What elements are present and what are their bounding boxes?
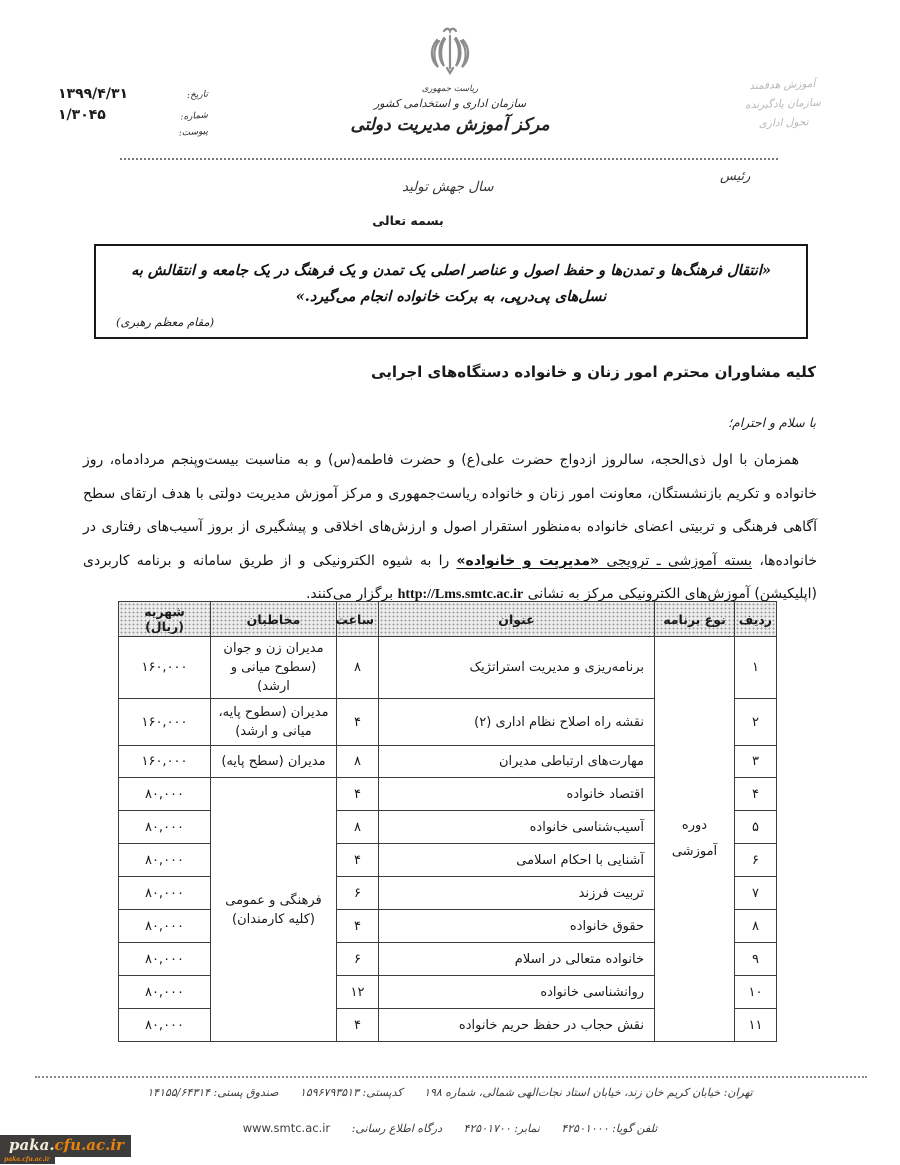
header-row (119, 602, 777, 637)
course-hours-cell: ۴ (337, 778, 379, 811)
letter-meta-block (58, 86, 208, 143)
date-value: ۱۳۹۹/۴/۳۱ (58, 86, 129, 102)
row-number-cell: ۱۰ (735, 976, 777, 1009)
course-title-cell: روانشناسی خانواده (379, 976, 655, 1009)
footer-contact-line (0, 1121, 900, 1135)
footer-phone: تلفن گویا: ۴۲۵۰۱۰۰۰ (561, 1122, 658, 1135)
course-fee-cell: ۸۰,۰۰۰ (119, 943, 211, 976)
row-number-cell: ۹ (735, 943, 777, 976)
course-title-cell: نقش حجاب در حفظ حریم خانواده (379, 1009, 655, 1042)
org-presidency-line: ریاست جمهوری (421, 84, 479, 94)
footer-dotted-divider (35, 1076, 867, 1078)
course-fee-cell: ۱۶۰,۰۰۰ (119, 746, 211, 778)
course-table-body (119, 637, 777, 1042)
course-hours-cell: ۴ (337, 910, 379, 943)
course-fee-cell: ۸۰,۰۰۰ (119, 877, 211, 910)
date-label: تاریخ: (186, 89, 209, 101)
body-text-segment: همزمان با اول ذی‌الحجه، سالروز ازدواج حضرت علی(ع) و حضرت فاطمه(س) و به مناسبت بیست‌وپنجم مردادماه، روز خانواده و تکریم بازنشستگان، معاونت امور زنان و خانواده ریاست‌جمهوری و مرکز آموزش مدیریت دولتی با هدف ارتقای سطح آگاهی فرهنگی و تربیتی اعضای خانواده به‌منظور استقرار اصول و ارزش‌های اخلاقی و پیشگیری از بروز آسیب‌های رفتاری در خانواده‌ها، (83, 452, 818, 569)
slogan-stamp (717, 74, 849, 136)
audience-group-cell: فرهنگی و عمومی (کلیه کارمندان) (211, 778, 337, 1042)
row-number-cell: ۷ (735, 877, 777, 910)
footer-website-link[interactable]: www.smtc.ac.ir (242, 1121, 331, 1135)
org-center-name: مرکز آموزش مدیریت دولتی (350, 115, 550, 135)
body-text-segment: «مدیریت و خانواده» (456, 552, 600, 569)
course-fee-cell: ۸۰,۰۰۰ (119, 910, 211, 943)
course-title-cell: خانواده متعالی در اسلام (379, 943, 655, 976)
signer-title: رئیس (720, 169, 751, 184)
row-number-cell: ۳ (735, 746, 777, 778)
col-header-title: عنوان (379, 602, 655, 637)
attachment-label: پیوست: (178, 126, 209, 139)
col-header-program-type: نوع برنامه (655, 602, 735, 637)
course-hours-cell: ۸ (337, 637, 379, 699)
footer-portal-label: درگاه اطلاع رسانی: (351, 1122, 442, 1135)
besmele-text: بسمه تعالی (372, 213, 444, 228)
course-hours-cell: ۴ (337, 1009, 379, 1042)
recipient-heading: کلیه مشاوران محترم امور زنان و خانواده دستگاه‌های اجرایی (371, 363, 816, 381)
org-administrative-line: سازمان اداری و استخدامی کشور (373, 97, 527, 110)
audience-cell: مدیران زن و جوان (سطوح میانی و ارشد) (211, 637, 337, 699)
row-number-cell: ۱ (735, 637, 777, 699)
iran-emblem-icon (425, 24, 475, 80)
col-header-row-number: ردیف (735, 602, 777, 637)
body-paragraph (83, 444, 817, 612)
number-row (58, 107, 208, 123)
audience-cell: مدیران (سطح پایه) (211, 746, 337, 778)
footer-postcode: کدپستی: ۱۵۹۶۷۹۳۵۱۳ (299, 1086, 403, 1099)
row-number-cell: ۸ (735, 910, 777, 943)
course-title-cell: مهارت‌های ارتباطی مدیران (379, 746, 655, 778)
body-text-segment: را به شیوه الکترونیکی و از طریق سامانه و برنامه کاربردی (اپلیکیشن) آموزش‌های الکترونیکی مرکز به نشانی (83, 552, 817, 602)
course-table-header (119, 602, 777, 637)
leader-quote-text: «انتقال فرهنگ‌ها و تمدن‌ها و حفظ اصول و عناصر اصلی یک تمدن و یک فرهنگ در یک جامعه و انتقالش به نسل‌های پی‌درپی، به برکت خانواده انجام می‌گیرد.» (131, 262, 771, 305)
course-hours-cell: ۶ (337, 943, 379, 976)
body-text-segment: برگزار می‌کنند. (305, 586, 398, 602)
course-hours-cell: ۱۲ (337, 976, 379, 1009)
row-number-cell: ۶ (735, 844, 777, 877)
course-title-cell: نقشه راه اصلاح نظام اداری (۲) (379, 699, 655, 746)
slogan-stamp-line: سازمان یادگیرنده (744, 96, 821, 112)
course-hours-cell: ۶ (337, 877, 379, 910)
row-number-cell: ۴ (735, 778, 777, 811)
date-row (58, 86, 208, 102)
watermark-text-right: cfu.ac.ir (54, 1136, 124, 1154)
footer-pobox: صندوق پستی: ۱۴۱۵۵/۶۴۳۱۴ (147, 1086, 279, 1099)
course-fee-cell: ۸۰,۰۰۰ (119, 778, 211, 811)
col-header-hours: ساعت (337, 602, 379, 637)
col-header-fee: شهریه (ریال) (119, 602, 211, 637)
attachment-row (58, 128, 208, 138)
course-title-cell: برنامه‌ریزی و مدیریت استراتژیک (379, 637, 655, 699)
course-hours-cell: ۴ (337, 699, 379, 746)
slogan-stamp-line: تحول اداری (758, 116, 809, 130)
year-slogan: سال جهش تولید (402, 179, 494, 195)
watermark-text-left: paka. (9, 1136, 55, 1154)
course-title-cell: آشنایی با احکام اسلامی (379, 844, 655, 877)
leader-quote-box (94, 244, 808, 339)
salutation-text: با سلام و احترام؛ (728, 415, 816, 430)
header-dotted-divider (120, 158, 778, 160)
body-text-segment: بسته آموزشی ـ ترویجی (599, 552, 753, 569)
program-type-cell: دوره آموزشی (655, 637, 735, 1042)
course-hours-cell: ۸ (337, 811, 379, 844)
number-value: ۱/۳۰۴۵ (58, 107, 106, 123)
course-fee-cell: ۱۶۰,۰۰۰ (119, 637, 211, 699)
row-number-cell: ۵ (735, 811, 777, 844)
watermark-badge-small: paka.cfu.ac.ir (0, 1156, 55, 1164)
watermark-badge (0, 1135, 131, 1157)
course-fee-cell: ۱۶۰,۰۰۰ (119, 699, 211, 746)
footer-fax: نمابر: ۴۲۵۰۱۷۰۰ (463, 1122, 540, 1135)
course-fee-cell: ۸۰,۰۰۰ (119, 976, 211, 1009)
course-table (118, 601, 777, 1042)
course-title-cell: آسیب‌شناسی خانواده (379, 811, 655, 844)
course-fee-cell: ۸۰,۰۰۰ (119, 811, 211, 844)
course-title-cell: حقوق خانواده (379, 910, 655, 943)
course-title-cell: اقتصاد خانواده (379, 778, 655, 811)
course-fee-cell: ۸۰,۰۰۰ (119, 1009, 211, 1042)
row-number-cell: ۲ (735, 699, 777, 746)
lms-url-link[interactable]: http://Lms.smtc.ac.ir (397, 587, 524, 602)
leader-quote-attribution: (مقام معظم رهبری) (116, 315, 215, 329)
footer-address-line (0, 1086, 900, 1099)
row-number-cell: ۱۱ (735, 1009, 777, 1042)
course-fee-cell: ۸۰,۰۰۰ (119, 844, 211, 877)
table-row (119, 637, 777, 699)
course-hours-cell: ۴ (337, 844, 379, 877)
number-label: شماره: (180, 110, 209, 123)
org-header-block (310, 24, 590, 135)
col-header-audience: مخاطبان (211, 602, 337, 637)
course-title-cell: تربیت فرزند (379, 877, 655, 910)
footer-address: تهران: خیابان کریم خان زند، خیابان استاد نجات‌الهی شمالی، شماره ۱۹۸ (424, 1086, 753, 1099)
slogan-stamp-line: آموزش هدفمند (749, 77, 816, 93)
audience-cell: مدیران (سطوح پایه، میانی و ارشد) (211, 699, 337, 746)
course-hours-cell: ۸ (337, 746, 379, 778)
